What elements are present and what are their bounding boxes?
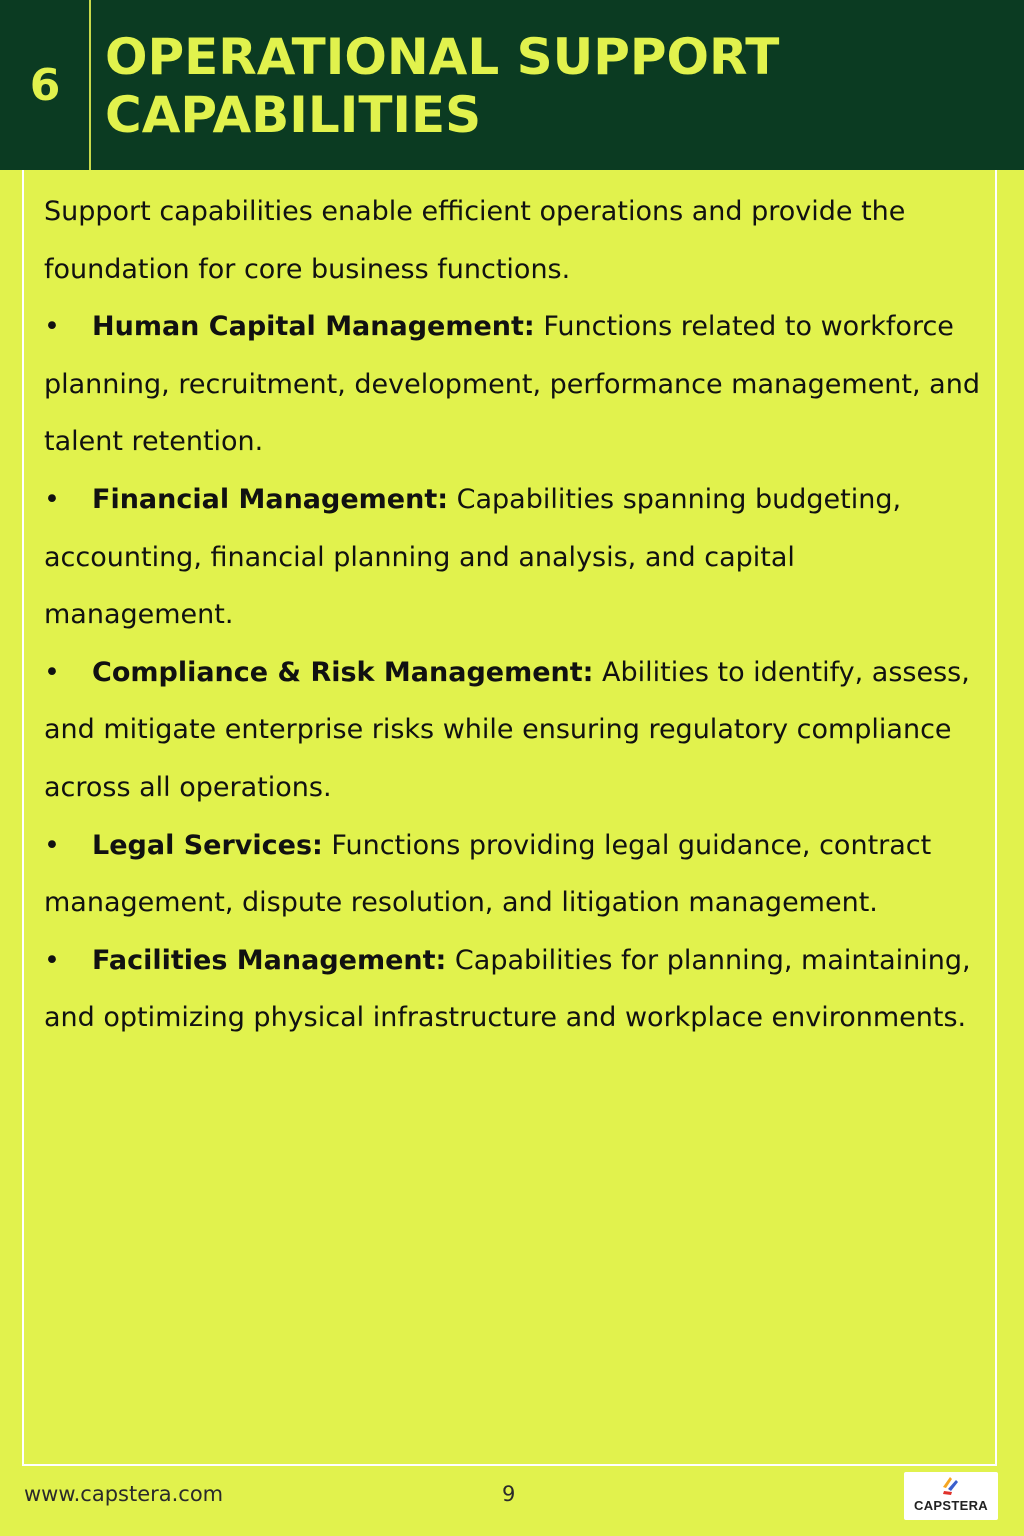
- section-title-line1: OPERATIONAL SUPPORT: [105, 28, 780, 86]
- bullet-icon: •: [44, 483, 60, 515]
- logo-text: CAPSTERA: [914, 1498, 988, 1513]
- section-title-line2: CAPABILITIES: [105, 86, 482, 144]
- section-title: [105, 28, 985, 144]
- intro-paragraph: Support capabilities enable efficient operations and provide the foundation for core business functions.: [44, 196, 906, 285]
- list-item-text: Capabilities spanning budgeting, accounting, financial planning and analysis, and capital management.: [44, 483, 902, 631]
- list-item: [44, 471, 989, 644]
- list-item-title: Financial Management:: [92, 483, 449, 515]
- section-number: 6: [29, 59, 61, 111]
- bullet-icon: •: [44, 311, 60, 343]
- list-item: [44, 817, 989, 932]
- logo-mark-icon: [940, 1474, 962, 1496]
- footer-website-link[interactable]: www.capstera.com: [24, 1482, 224, 1506]
- capstera-logo: [904, 1472, 998, 1520]
- list-item-text: Functions related to workforce planning, recruitment, development, performance management, and talent retention.: [44, 311, 980, 458]
- bullet-icon: •: [44, 944, 60, 976]
- bullet-icon: •: [44, 656, 60, 688]
- page-number: 9: [502, 1482, 516, 1506]
- list-item-title: Legal Services:: [92, 829, 323, 861]
- list-item-text: Capabilities for planning, maintaining, and optimizing physical infrastructure and workplace environments.: [44, 944, 971, 1034]
- list-item: [44, 932, 989, 1047]
- content-body: [44, 183, 989, 1047]
- list-item-text: Functions providing legal guidance, contract management, dispute resolution, and litigation management.: [44, 829, 932, 919]
- list-item: [44, 644, 989, 817]
- bullet-icon: •: [44, 829, 60, 861]
- header-divider: [89, 0, 91, 170]
- page-header: [0, 0, 1024, 170]
- list-item-title: Compliance & Risk Management:: [92, 656, 594, 688]
- list-item: [44, 298, 989, 471]
- list-item-title: Facilities Management:: [92, 944, 447, 976]
- list-item-title: Human Capital Management:: [92, 311, 535, 343]
- list-item-text: Abilities to identify, assess, and mitigate enterprise risks while ensuring regulatory compliance across all operations.: [44, 656, 970, 803]
